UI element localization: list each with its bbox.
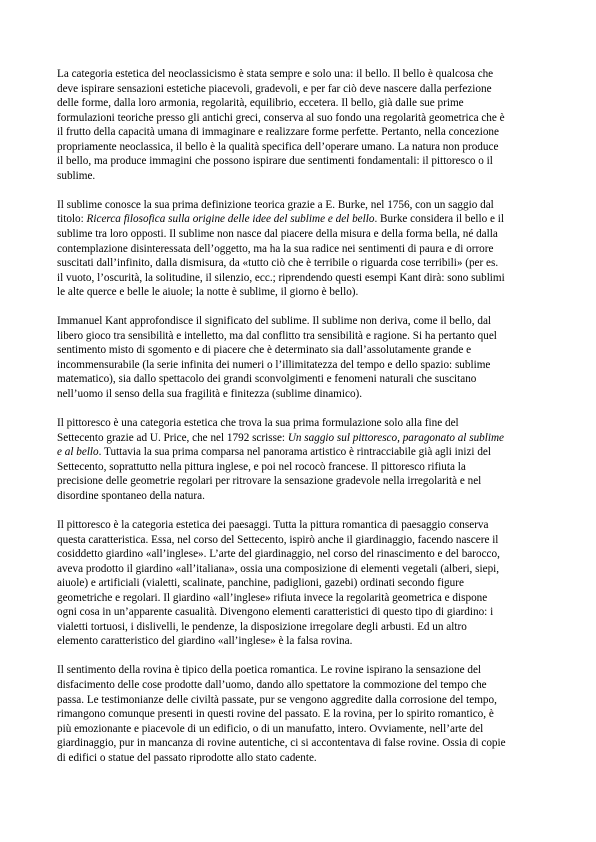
text-line: il bello, ma produce immagini che possono ispirare due sentimenti fondamentali: il pittoresco o il bbox=[57, 155, 493, 168]
document-page bbox=[57, 67, 549, 780]
text-line: disordine spontaneo della natura. bbox=[57, 489, 205, 502]
text-line: il vuoto, l’oscurità, la solitudine, il silenzio, ecc.; riprendendo questi esempi Kant dirà: sono sublimi bbox=[57, 271, 505, 284]
text-line: Il sentimento della rovina è tipico della poetica romantica. Le rovine ispirano la sensazione del bbox=[57, 664, 482, 677]
text-line: libero gioco tra sensibilità e intelletto, ma dal conflitto tra sensibilità e ragione. Si ha pertanto quel bbox=[57, 329, 497, 342]
text-line: aveva prodotto il giardino «all’italiana», ossia una composizione di elementi vegetali (alberi, siepi, bbox=[57, 562, 500, 575]
text-line: Il pittoresco è la categoria estetica dei paesaggi. Tutta la pittura romantica di paesaggio conserva bbox=[57, 518, 489, 531]
paragraph-sublime-kant bbox=[57, 314, 549, 401]
text-line: sublime tra loro opposti. Il sublime non nasce dal piacere della misura e della forma bella, né dalla bbox=[57, 228, 498, 241]
text-line: titolo: Ricerca filosofica sulla origine delle idee del sublime e del bello. Burke considera il bello e il bbox=[57, 213, 504, 226]
text-line: propriamente neoclassica, il bello è la qualità specifica dell’operare umano. La natura non produce bbox=[57, 140, 499, 153]
text-line: deve ispirare sensazioni estetiche piacevoli, gradevoli, e per far ciò deve nascere dalla perfezione bbox=[57, 82, 492, 95]
text-line: geometriche e regolari. Il giardino «all’inglese» rifiuta invece la regolarità geometrica e dispone bbox=[57, 591, 488, 604]
text-line: il frutto della capacità umana di immaginare e realizzare forme perfette. Pertanto, nella concezione bbox=[57, 126, 499, 139]
text-line: disfacimento delle cose prodotte dall’uomo, dando allo spettatore la commozione del tempo che bbox=[57, 678, 487, 691]
paragraph-pittoresco-price bbox=[57, 416, 549, 503]
text-line: vialetti tortuosi, i dislivelli, le pendenze, la disposizione irregolare degli arbusti. Ed un altro bbox=[57, 620, 467, 633]
italic-title: Un saggio sul pittoresco, paragonato al sublime bbox=[287, 431, 505, 444]
paragraph-sublime-burke bbox=[57, 198, 549, 300]
text-line: contemplazione disinteressata dell’oggetto, ma ha la sua radice nei sentimenti di paura e di orrore bbox=[57, 242, 494, 255]
text-line: Settecento, soprattutto nella pittura inglese, e poi nel rococò francese. Il pittoresco rifiuta la bbox=[57, 460, 466, 473]
italic-title: e al bello bbox=[57, 446, 99, 459]
text-line: Settecento grazie ad U. Price, che nel 1792 scrisse: Un saggio sul pittoresco, paragonato al sublime bbox=[57, 431, 505, 444]
text-line: nell’uomo il senso della sua fragilità e finitezza (sublime dinamico). bbox=[57, 388, 363, 401]
text-line: Immanuel Kant approfondisce il significato del sublime. Il sublime non deriva, come il bello, dal bbox=[57, 315, 492, 328]
text-line: Il pittoresco è una categoria estetica che trova la sua prima formulazione solo alla fine del bbox=[57, 417, 459, 430]
text-line: giardinaggio, pur in mancanza di rovine autentiche, ci si accontentava di false rovine. Ossia di copie bbox=[57, 737, 506, 750]
text-line: di edifici o statue del passato riprodotte allo stato cadente. bbox=[57, 751, 317, 764]
text-line: incommensurabile (la serie infinita dei numeri o l’illimitatezza del tempo e dello spazio: sublime bbox=[57, 358, 491, 371]
text-line: sublime. bbox=[57, 169, 96, 182]
italic-title: Ricerca filosofica sulla origine delle idee del sublime e del bello bbox=[86, 213, 375, 226]
text-line: sentimento misto di sgomento e di piacere che è determinato sia dall’assolutamente grande e bbox=[57, 344, 472, 357]
text-line: formulazioni teoriche presso gli antichi greci, conserva al suo fondo una regolarità geometrica che è bbox=[57, 111, 505, 124]
text-line: rimangono comunque presenti in questi rovine del passato. E la rovina, per lo spirito romantico, è bbox=[57, 708, 494, 721]
text-line: le alte querce e belle le aiuole; la notte è sublime, il giorno è bello). bbox=[57, 286, 359, 299]
text-line: precisione delle geometrie regolari per ritrovare la sensazione gradevole nella irregolarità e nel bbox=[57, 475, 482, 488]
paragraph-bello bbox=[57, 67, 549, 183]
text-line: delle forme, dalla loro armonia, regolarità, equilibrio, eccetera. Il bello, già dalle sue prime bbox=[57, 97, 464, 110]
paragraph-rovina bbox=[57, 663, 549, 765]
text-line: elemento caratteristico del giardino «all’inglese» è la falsa rovina. bbox=[57, 635, 353, 648]
paragraph-pittoresco-paesaggi bbox=[57, 518, 549, 649]
text-line: cosiddetto giardino «all’inglese». L’arte del giardinaggio, nel corso del rinascimento e del barocco, bbox=[57, 548, 500, 561]
text-line: La categoria estetica del neoclassicismo è stata sempre e solo una: il bello. Il bello è qualcosa che bbox=[57, 68, 494, 80]
text-line: e al bello. Tuttavia la sua prima comparsa nel panorama artistico è rintracciabile già agli inizi del bbox=[57, 446, 491, 459]
text-line: passa. Le testimonianze delle civiltà passate, pur se vengono aggredite dalla corrosione del tempo, bbox=[57, 693, 497, 706]
text-line: questa caratteristica. Essa, nel corso del Settecento, ispirò anche il giardinaggio, facendo nascere il bbox=[57, 533, 499, 546]
text-line: ogni cosa in un’apparente casualità. Divengono elementi caratteristici di questo tipo di giardino: i bbox=[57, 606, 494, 619]
text-line: suscitati dall’infinito, dalla dismisura, da «tutto ciò che è terribile o riguarda cose terribili» (per es. bbox=[57, 257, 499, 270]
text-line: matematico), sia dallo spettacolo dei grandi sconvolgimenti e fenomeni naturali che suscitano bbox=[57, 373, 477, 386]
text-line: più emozionante e piacevole di un edificio, o di un manufatto, intero. Ovviamente, nell’arte del bbox=[57, 722, 484, 735]
text-line: aiuole) e artificiali (vialetti, scalinate, panchine, padiglioni, gazebi) ordinati secondo figure bbox=[57, 577, 464, 590]
text-line: Il sublime conosce la sua prima definizione teorica grazie a E. Burke, nel 1756, con un saggio dal bbox=[57, 198, 494, 211]
